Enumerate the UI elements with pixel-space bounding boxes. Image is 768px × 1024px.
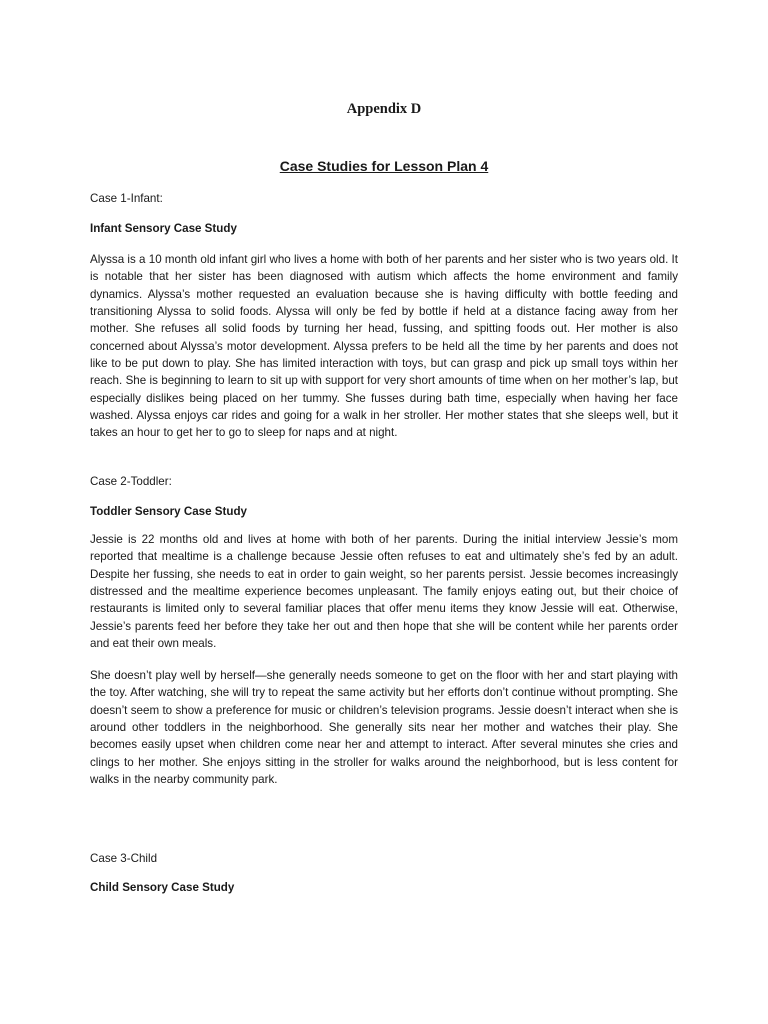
case2-paragraph-2: She doesn’t play well by herself—she generally needs someone to get on the floor with her and start playing with the toy. After watching, she will try to repeat the same activity but her efforts don’t continue without prompting. She doesn’t seem to show a preference for music or children’s television programs. Jessie doesn’t interact when she is around other toddlers in the neighborhood. She generally sits near her mother and watches their play. She becomes easily upset when children come near her and attempt to interact. After several minutes she cries and clings to her mother. She enjoys sitting in the stroller for walks around the neighborhood, but is less content for walks in the nearby community park. [90, 669, 678, 787]
case1-paragraph: Alyssa is a 10 month old infant girl who lives a home with both of her parents and her sister who is two years old. It is notable that her sister has been diagnosed with autism which affects the home environment and family dynamics. Alyssa’s mother requested an evaluation because she is having difficulty with bottle feeding and transitioning Alyssa to solid foods. Alyssa will only be fed by bottle if held at a distance facing away from her mother. She refuses all solid foods by turning her head, fussing, and spitting foods out. Her mother is also concerned about Alyssa’s motor development. Alyssa prefers to be held all the time by her parents and does not like to be put down to play. She has limited interaction with toys, but can grasp and pick up small toys within her reach. She is beginning to learn to sit up with support for very short amounts of time when on her mother’s lap, but especially dislikes being placed on her tummy. She fusses during bath time, especially when having her face washed. Alyssa enjoys car rides and going for a walk in her stroller. Her mother states that she sleeps well, but it takes an hour to get her to go to sleep for naps and at night. [90, 253, 678, 440]
document-title: Case Studies for Lesson Plan 4 [279, 158, 489, 174]
case2-label: Case 2-Toddler: [90, 475, 172, 488]
case2-heading: Toddler Sensory Case Study [90, 505, 247, 518]
case1-label: Case 1-Infant: [90, 192, 163, 205]
document-page [90, 0, 678, 1024]
case3-heading: Child Sensory Case Study [90, 881, 235, 894]
case1-heading: Infant Sensory Case Study [90, 222, 237, 235]
case2-paragraph-1: Jessie is 22 months old and lives at home with both of her parents. During the initial interview Jessie’s mom reported that mealtime is a challenge because Jessie often refuses to eat and ultimately she’s fed by an adult. Despite her fussing, she needs to eat in order to gain weight, so her parents persist. Jessie becomes increasingly distressed and the mealtime experience becomes unpleasant. The family enjoys eating out, but their choice of restaurants is limited only to several familiar places that offer menu items they know Jessie will eat. Otherwise, Jessie’s parents feed her before they take her out and then hope that she will be content while her parents order and eat their own meals. [90, 533, 678, 651]
appendix-heading: Appendix D [346, 101, 422, 117]
case3-label: Case 3-Child [90, 852, 158, 865]
